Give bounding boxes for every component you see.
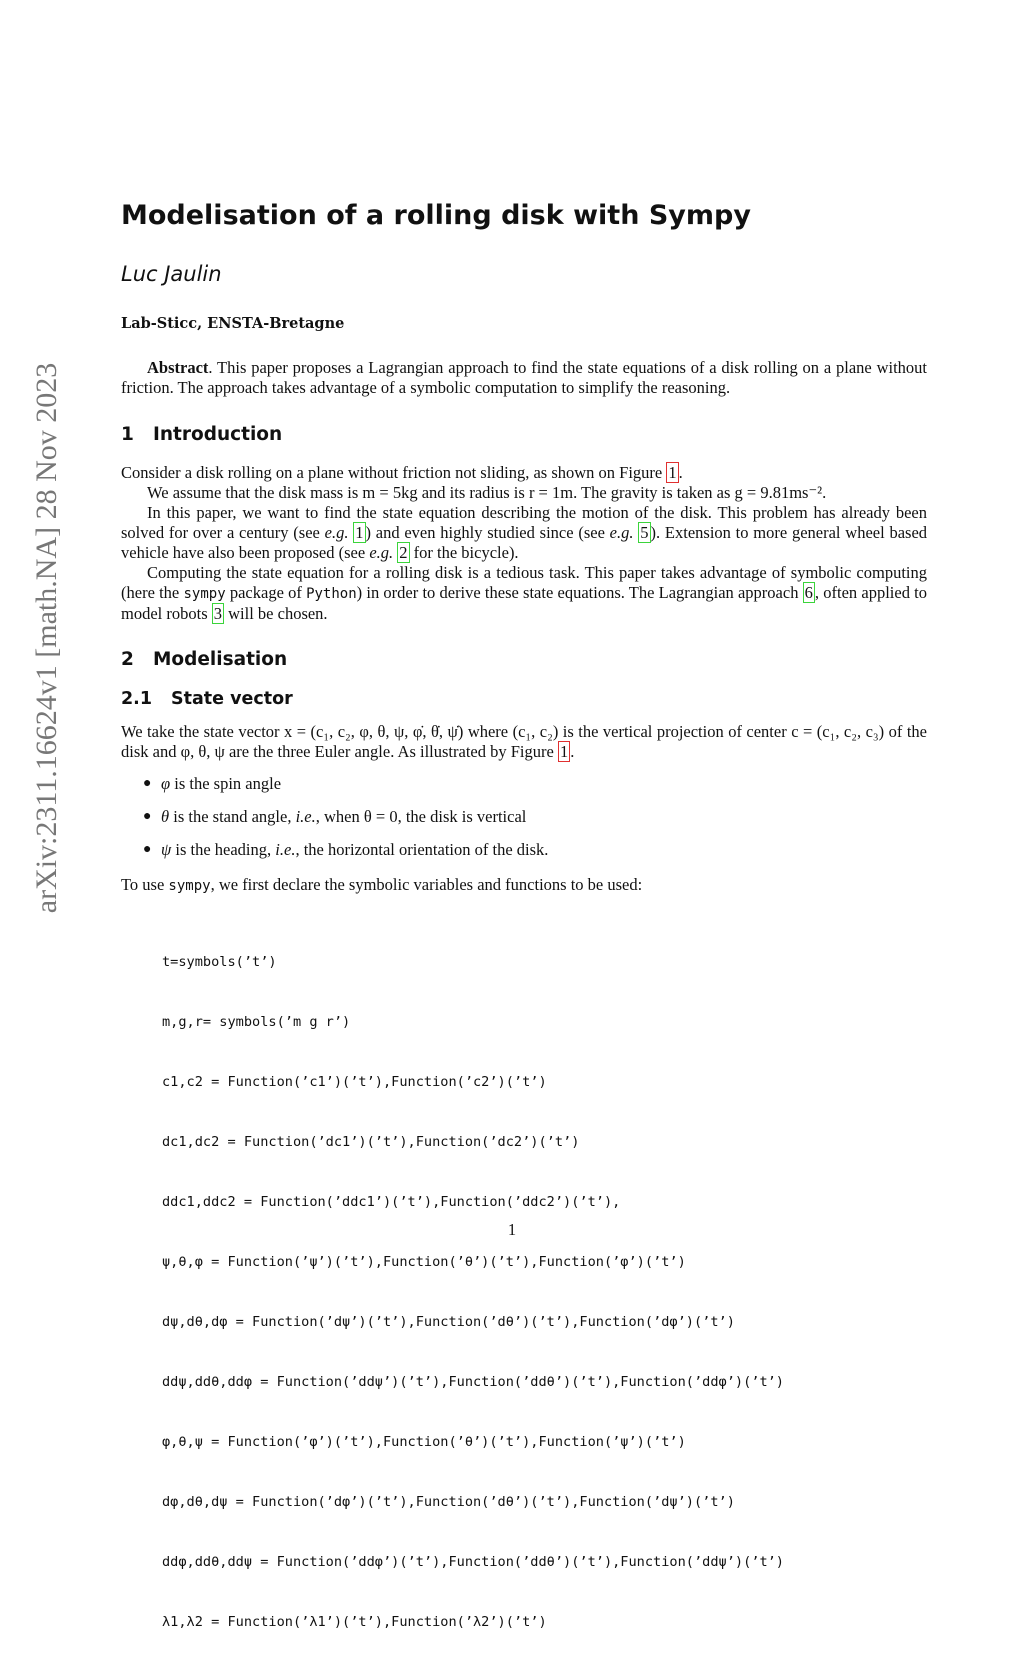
section-number: 1 <box>121 424 134 445</box>
intro-paragraph-1 <box>121 463 927 483</box>
text-run: To use <box>121 875 169 894</box>
text-run: e.g. <box>324 523 349 542</box>
code-line: dψ,dθ,dφ = Function(’dψ’)(’t’),Function(’dθ’)(’t’),Function(’dφ’)(’t’) <box>162 1314 735 1330</box>
text-run: is the heading, <box>171 840 276 859</box>
text-run: will be chosen. <box>224 604 328 623</box>
text-run: , often applied to model robots <box>121 583 927 623</box>
list-item <box>121 839 548 872</box>
euler-angle-list <box>121 773 548 872</box>
abstract <box>121 358 927 398</box>
text-run: Computing the state equation for a rolling disk is a tedious task. This paper takes advantage of symbolic computing (here the <box>121 563 927 602</box>
code-inline: sympy <box>168 878 211 894</box>
bullet-icon: ● <box>143 809 152 824</box>
subsection-heading-state-vector <box>121 689 293 709</box>
paper-title: Modelisation of a rolling disk with Sympy <box>121 200 751 231</box>
text-run: . <box>570 742 575 761</box>
list-item <box>121 773 548 806</box>
code-line: ddφ,ddθ,ddψ = Function(’ddφ’)(’t’),Function(’ddθ’)(’t’),Function(’ddψ’)(’t’) <box>162 1554 784 1570</box>
text-run: is the stand angle, <box>169 807 296 826</box>
math-state-vector: x = (c₁, c₂, φ, θ, ψ, φ̇, θ̇, ψ̇) <box>284 722 464 741</box>
arxiv-id: arXiv:2311.16624v1 [math.NA] 28 Nov 2023 <box>30 362 63 914</box>
section-title: Introduction <box>153 424 283 445</box>
text-run: i.e. <box>275 840 296 859</box>
citation-link[interactable]: 3 <box>213 604 222 623</box>
text-run: , the horizontal orientation of the disk. <box>295 840 549 859</box>
page-number: 1 <box>507 1220 517 1239</box>
citation-link[interactable]: 1 <box>355 523 364 542</box>
arxiv-sidebar-stamp <box>32 322 62 954</box>
code-block <box>162 912 784 1672</box>
code-line: λ1,λ2 = Function(’λ1’)(’t’),Function(’λ2’)(’t’) <box>162 1614 547 1630</box>
section-number: 2 <box>121 649 134 670</box>
state-paragraph-1 <box>121 722 927 762</box>
text-run: ). Extension to more general wheel based vehicle have also been proposed (see <box>121 523 928 562</box>
text-run: Consider a disk rolling on a plane without friction not sliding, as shown on Figure <box>121 463 667 482</box>
list-item <box>121 806 548 839</box>
intro-paragraph-3 <box>121 503 927 563</box>
text-run: ) and even highly studied since (see <box>365 523 610 542</box>
text-run: for the bicycle). <box>409 543 519 562</box>
intro-paragraph-4 <box>121 563 927 624</box>
section-heading-modelisation <box>121 649 287 670</box>
math-symbol: θ <box>161 807 170 826</box>
code-line: ψ,θ,φ = Function(’ψ’)(’t’),Function(’θ’)(’t’),Function(’φ’)(’t’) <box>162 1254 686 1270</box>
code-line: φ,θ,ψ = Function(’φ’)(’t’),Function(’θ’)(’t’),Function(’ψ’)(’t’) <box>162 1434 686 1450</box>
text-run: We take the state vector <box>121 722 285 741</box>
math-symbol: φ <box>161 774 171 793</box>
text-run: c = (c₁, c₂, c₃) of the disk and φ, θ, ψ are the three Euler angle. As illustrated by Figure <box>121 722 927 761</box>
text-run: In this paper, we want to find the state equation describing the motion of the disk. This problem has already been solved for over a century (see <box>121 503 927 542</box>
affiliation: Lab-Sticc, ENSTA-Bretagne <box>121 315 345 332</box>
text-run: , when θ = 0, the disk is vertical <box>315 807 527 826</box>
text-run: ) in order to derive these state equations. The Lagrangian approach <box>356 583 803 602</box>
text-run: i.e. <box>295 807 316 826</box>
subsection-title: State vector <box>171 689 293 709</box>
section-title: Modelisation <box>153 649 288 670</box>
state-paragraph-2 <box>121 875 927 896</box>
citation-link[interactable]: 5 <box>640 523 649 542</box>
math-symbol: ψ <box>161 840 172 859</box>
code-line: dφ,dθ,dψ = Function(’dφ’)(’t’),Function(’dθ’)(’t’),Function(’dψ’)(’t’) <box>162 1494 735 1510</box>
author-name: Luc Jaulin <box>121 262 222 286</box>
code-line: c1,c2 = Function(’c1’)(’t’),Function(’c2’)(’t’) <box>162 1074 547 1090</box>
text-run: , we first declare the symbolic variables and functions to be used: <box>210 875 643 894</box>
figure-ref-link[interactable]: 1 <box>668 463 677 482</box>
bullet-icon: ● <box>143 776 152 791</box>
code-line: dc1,dc2 = Function(’dc1’)(’t’),Function(’dc2’)(’t’) <box>162 1134 580 1150</box>
code-line: t=symbols(’t’) <box>162 954 277 970</box>
code-inline: sympy <box>183 586 226 602</box>
code-inline: Python <box>306 586 357 602</box>
text-run: e.g. <box>609 523 634 542</box>
text-run: e.g. <box>369 543 394 562</box>
figure-ref-link[interactable]: 1 <box>559 742 569 761</box>
text-run: package of <box>225 583 307 602</box>
subsection-number: 2.1 <box>121 689 153 709</box>
code-line: m,g,r= symbols(’m g r’) <box>162 1014 351 1030</box>
code-line: ddψ,ddθ,ddφ = Function(’ddψ’)(’t’),Function(’ddθ’)(’t’),Function(’ddφ’)(’t’) <box>162 1374 784 1390</box>
bullet-icon: ● <box>143 842 152 857</box>
intro-paragraph-2: We assume that the disk mass is m = 5kg and its radius is r = 1m. The gravity is taken as g = 9.81ms⁻². <box>147 483 827 502</box>
text-run: . <box>678 463 683 482</box>
abstract-label: Abstract <box>147 358 209 377</box>
citation-link[interactable]: 2 <box>399 543 408 562</box>
section-heading-introduction <box>121 424 282 445</box>
citation-link[interactable]: 6 <box>804 583 813 602</box>
text-run: is the spin angle <box>170 774 282 793</box>
text-run: where (c₁, c₂) is the vertical projection of center <box>463 722 792 741</box>
abstract-text: . This paper proposes a Lagrangian approach to find the state equations of a disk rolling on a plane without friction. The approach takes advantage of a symbolic computation to simplify the reasoning. <box>121 358 927 397</box>
code-line: ddc1,ddc2 = Function(’ddc1’)(’t’),Function(’ddc2’)(’t’), <box>162 1194 621 1210</box>
